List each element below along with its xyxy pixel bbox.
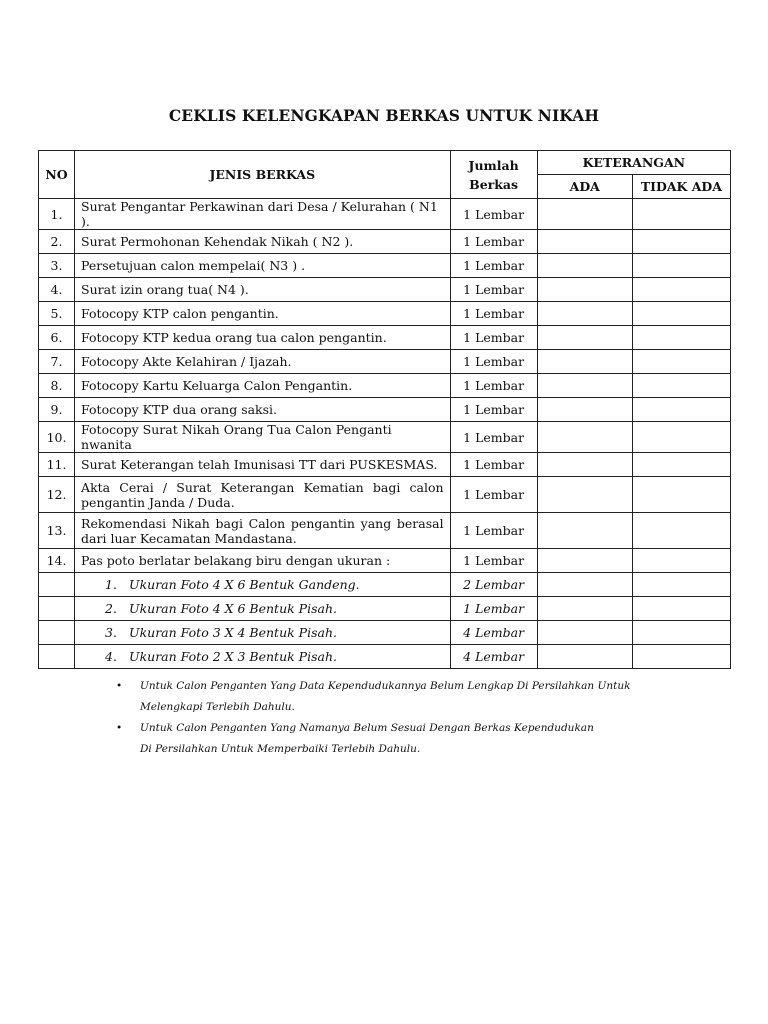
row-quantity: 1 Lembar [450, 597, 537, 621]
check-ada-cell[interactable] [537, 326, 632, 350]
check-tidak-ada-cell[interactable] [632, 477, 730, 513]
check-tidak-ada-cell[interactable] [632, 398, 730, 422]
table-row [39, 453, 731, 477]
table-row [39, 302, 731, 326]
check-tidak-ada-cell[interactable] [632, 254, 730, 278]
check-tidak-ada-cell[interactable] [632, 422, 730, 453]
row-document-type: Fotocopy Akte Kelahiran / Ijazah. [75, 350, 451, 374]
row-quantity: 1 Lembar [450, 374, 537, 398]
row-number: 6. [39, 326, 75, 350]
table-row [39, 326, 731, 350]
check-tidak-ada-cell[interactable] [632, 621, 730, 645]
row-photo-size [75, 621, 451, 645]
row-document-type: Fotocopy Kartu Keluarga Calon Pengantin. [75, 374, 451, 398]
row-number: 9. [39, 398, 75, 422]
row-number: 5. [39, 302, 75, 326]
row-number-empty [39, 573, 75, 597]
check-tidak-ada-cell[interactable] [632, 326, 730, 350]
header-ada: ADA [537, 175, 632, 199]
note-item [116, 718, 676, 760]
check-tidak-ada-cell[interactable] [632, 597, 730, 621]
note-line: Di Persilahkan Untuk Memperbaiki Terlebih Dahulu. [140, 743, 421, 755]
row-document-type: Surat Permohonan Kehendak Nikah ( N2 ). [75, 230, 451, 254]
check-tidak-ada-cell[interactable] [632, 302, 730, 326]
note-line: Untuk Calon Penganten Yang Namanya Belum Sesuai Dengan Berkas Kependudukan [140, 722, 594, 734]
note-line: Melengkapi Terlebih Dahulu. [140, 701, 295, 713]
row-number: 10. [39, 422, 75, 453]
row-quantity: 1 Lembar [450, 326, 537, 350]
row-document-type: Persetujuan calon mempelai( N3 ) . [75, 254, 451, 278]
row-quantity: 4 Lembar [450, 645, 537, 669]
header-keterangan: KETERANGAN [537, 151, 730, 175]
row-number-empty [39, 645, 75, 669]
row-number: 2. [39, 230, 75, 254]
row-document-type: Fotocopy KTP dua orang saksi. [75, 398, 451, 422]
check-tidak-ada-cell[interactable] [632, 513, 730, 549]
row-quantity: 2 Lembar [450, 573, 537, 597]
check-ada-cell[interactable] [537, 230, 632, 254]
note-item [116, 676, 676, 718]
table-row-sub-item [39, 573, 731, 597]
row-quantity: 1 Lembar [450, 230, 537, 254]
row-document-type: Fotocopy KTP calon pengantin. [75, 302, 451, 326]
row-quantity: 1 Lembar [450, 398, 537, 422]
bullet-icon: • [116, 722, 123, 734]
check-tidak-ada-cell[interactable] [632, 573, 730, 597]
row-quantity: 1 Lembar [450, 477, 537, 513]
check-tidak-ada-cell[interactable] [632, 199, 730, 230]
row-document-type: Surat Keterangan telah Imunisasi TT dari PUSKESMAS. [75, 453, 451, 477]
check-ada-cell[interactable] [537, 621, 632, 645]
row-number: 3. [39, 254, 75, 278]
check-ada-cell[interactable] [537, 453, 632, 477]
row-number: 4. [39, 278, 75, 302]
row-quantity: 1 Lembar [450, 422, 537, 453]
check-tidak-ada-cell[interactable] [632, 549, 730, 573]
row-number: 8. [39, 374, 75, 398]
row-photo-size [75, 645, 451, 669]
check-ada-cell[interactable] [537, 398, 632, 422]
row-number: 14. [39, 549, 75, 573]
table-row [39, 199, 731, 230]
check-ada-cell[interactable] [537, 645, 632, 669]
row-quantity: 1 Lembar [450, 350, 537, 374]
row-number: 1. [39, 199, 75, 230]
row-quantity: 1 Lembar [450, 302, 537, 326]
row-quantity: 1 Lembar [450, 453, 537, 477]
row-document-type: Fotocopy Surat Nikah Orang Tua Calon Penganti nwanita [75, 422, 451, 453]
row-photo-size [75, 597, 451, 621]
check-ada-cell[interactable] [537, 573, 632, 597]
table-row [39, 230, 731, 254]
checklist-rows [39, 199, 731, 669]
check-ada-cell[interactable] [537, 513, 632, 549]
table-row-sub-item [39, 645, 731, 669]
row-number: 11. [39, 453, 75, 477]
check-ada-cell[interactable] [537, 302, 632, 326]
table-row [39, 477, 731, 513]
row-quantity: 1 Lembar [450, 199, 537, 230]
row-quantity: 1 Lembar [450, 278, 537, 302]
check-ada-cell[interactable] [537, 549, 632, 573]
sub-item-number: 2. [105, 601, 117, 616]
sub-item-label: Ukuran Foto 2 X 3 Bentuk Pisah. [129, 649, 337, 664]
check-ada-cell[interactable] [537, 350, 632, 374]
check-tidak-ada-cell[interactable] [632, 278, 730, 302]
sub-item-number: 3. [105, 625, 117, 640]
sub-item-label: Ukuran Foto 4 X 6 Bentuk Pisah. [129, 601, 337, 616]
table-row [39, 278, 731, 302]
check-tidak-ada-cell[interactable] [632, 350, 730, 374]
notes-list [116, 676, 676, 760]
row-number: 7. [39, 350, 75, 374]
row-number-empty [39, 597, 75, 621]
check-ada-cell[interactable] [537, 422, 632, 453]
table-row [39, 374, 731, 398]
sub-item-label: Ukuran Foto 3 X 4 Bentuk Pisah. [129, 625, 337, 640]
header-no: NO [39, 151, 75, 199]
document-title: CEKLIS KELENGKAPAN BERKAS UNTUK NIKAH [168, 106, 600, 125]
row-quantity: 1 Lembar [450, 513, 537, 549]
row-quantity: 4 Lembar [450, 621, 537, 645]
table-row [39, 513, 731, 549]
note-line: Untuk Calon Penganten Yang Data Kependudukannya Belum Lengkap Di Persilahkan Untuk [140, 680, 631, 692]
row-document-type: Fotocopy KTP kedua orang tua calon pengantin. [75, 326, 451, 350]
row-document-type: Akta Cerai / Surat Keterangan Kematian bagi calon pengantin Janda / Duda. [75, 477, 451, 513]
row-quantity: 1 Lembar [450, 549, 537, 573]
header-jumlah-label: Jumlah Berkas [468, 157, 519, 192]
row-document-type: Surat Pengantar Perkawinan dari Desa / Kelurahan ( N1 ). [75, 199, 451, 230]
row-document-type: Pas poto berlatar belakang biru dengan ukuran : [75, 549, 451, 573]
check-tidak-ada-cell[interactable] [632, 230, 730, 254]
row-photo-size [75, 573, 451, 597]
row-document-type: Surat izin orang tua( N4 ). [75, 278, 451, 302]
row-document-type: Rekomendasi Nikah bagi Calon pengantin yang berasal dari luar Kecamatan Mandastana. [75, 513, 451, 549]
header-jumlah-berkas [450, 151, 537, 199]
check-tidak-ada-cell[interactable] [632, 453, 730, 477]
check-ada-cell[interactable] [537, 597, 632, 621]
check-ada-cell[interactable] [537, 477, 632, 513]
table-row [39, 398, 731, 422]
table-row [39, 422, 731, 453]
sub-item-label: Ukuran Foto 4 X 6 Bentuk Gandeng. [129, 577, 360, 592]
table-row-sub-item [39, 597, 731, 621]
check-ada-cell[interactable] [537, 278, 632, 302]
bullet-icon: • [116, 680, 123, 692]
sub-item-number: 1. [105, 577, 117, 592]
table-row [39, 350, 731, 374]
row-quantity: 1 Lembar [450, 254, 537, 278]
sub-item-number: 4. [105, 649, 117, 664]
table-row [39, 254, 731, 278]
check-ada-cell[interactable] [537, 254, 632, 278]
check-tidak-ada-cell[interactable] [632, 374, 730, 398]
check-ada-cell[interactable] [537, 374, 632, 398]
table-row [39, 549, 731, 573]
header-tidak-ada: TIDAK ADA [632, 175, 730, 199]
check-ada-cell[interactable] [537, 199, 632, 230]
row-number: 13. [39, 513, 75, 549]
row-number-empty [39, 621, 75, 645]
table-row-sub-item [39, 621, 731, 645]
row-number: 12. [39, 477, 75, 513]
checklist-table [38, 150, 731, 669]
check-tidak-ada-cell[interactable] [632, 645, 730, 669]
header-jenis-berkas: JENIS BERKAS [75, 151, 451, 199]
